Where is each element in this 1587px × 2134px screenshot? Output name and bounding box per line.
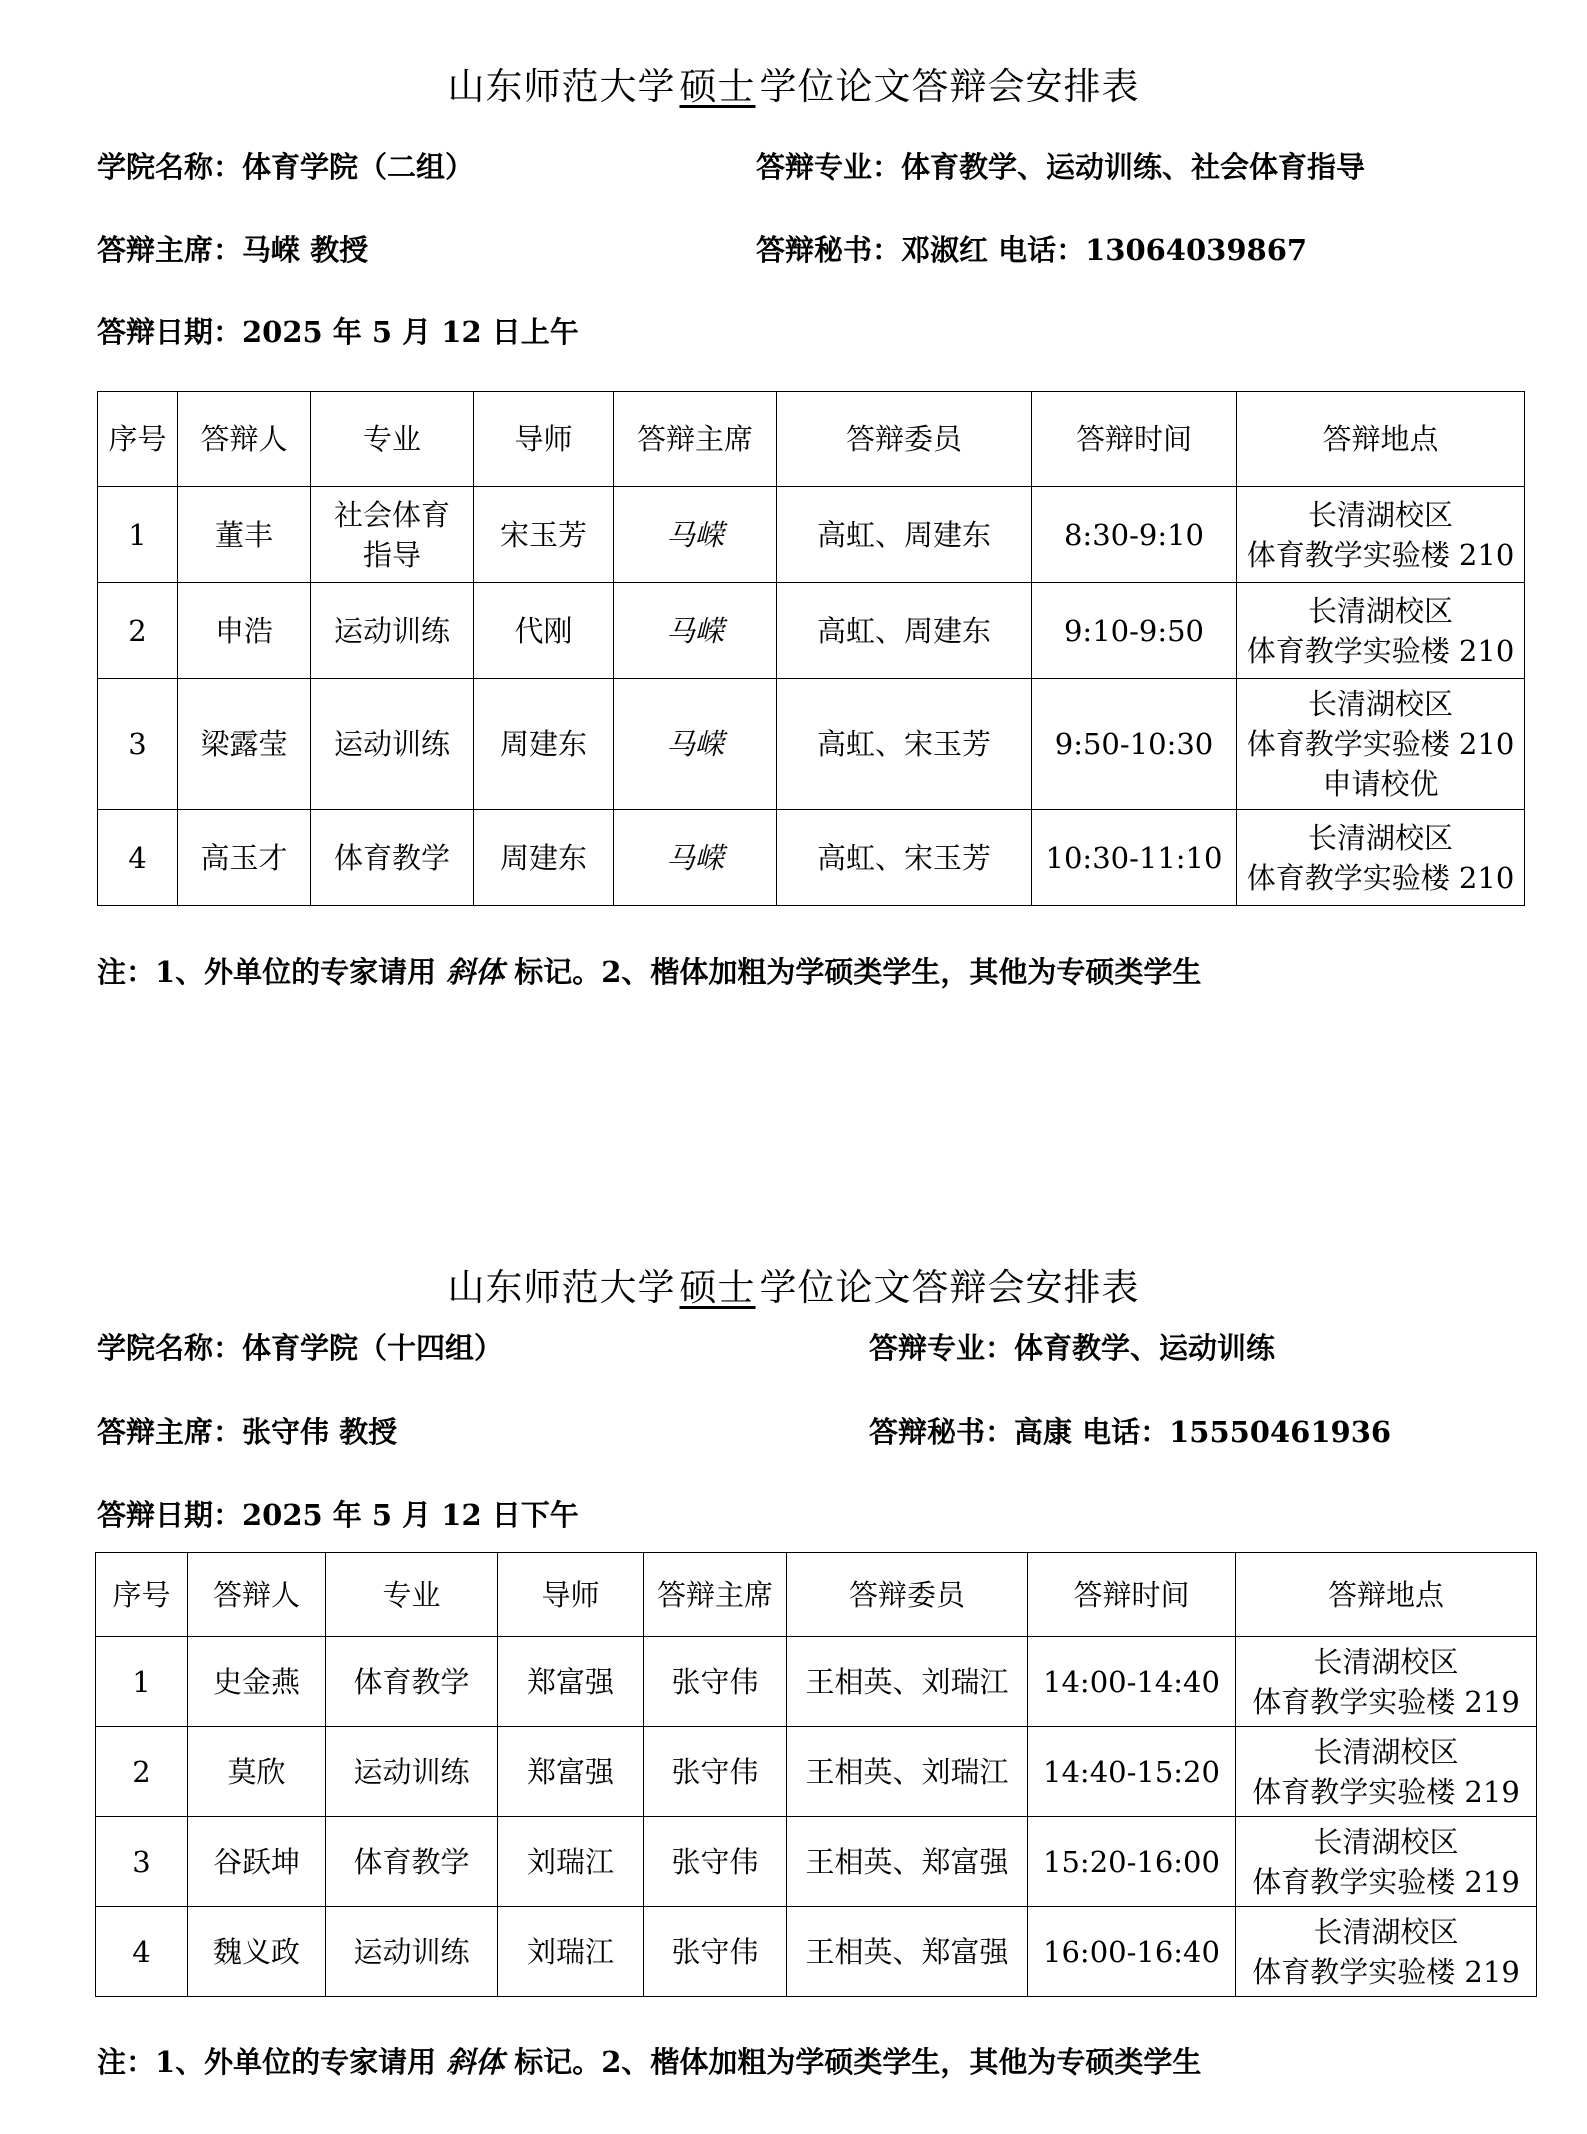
- header-chair: 答辩主席: [644, 1553, 787, 1637]
- footnote: [97, 2040, 1201, 2081]
- title-degree: 硕士: [679, 1266, 756, 1309]
- defense-secretary: 答辩秘书：邓淑红 电话：13064039867: [756, 233, 1308, 267]
- table-row: [96, 1727, 1537, 1817]
- cell-location: [1236, 1637, 1537, 1727]
- cell-advisor: 周建东: [474, 810, 614, 906]
- cell-student: 魏义政: [188, 1907, 326, 1997]
- header-advisor: 导师: [498, 1553, 644, 1637]
- cell-no: 1: [96, 1637, 188, 1727]
- defense-date: 答辩日期：2025 年 5 月 12 日下午: [97, 1498, 579, 1532]
- table-header-row: [98, 392, 1525, 487]
- cell-major: 运动训练: [311, 583, 474, 679]
- title-prefix: 山东师范大学: [447, 1266, 676, 1309]
- table-row: [96, 1817, 1537, 1907]
- table-row: [98, 487, 1525, 583]
- defense-major: 答辩专业：体育教学、运动训练、社会体育指导: [756, 150, 1366, 184]
- cell-student: 莫欣: [188, 1727, 326, 1817]
- table-row: [96, 1907, 1537, 1997]
- cell-student: 史金燕: [188, 1637, 326, 1727]
- title-suffix: 学位论文答辩会安排表: [759, 1266, 1140, 1309]
- location-line-2: 体育教学实验楼 210: [1246, 537, 1515, 572]
- cell-no: 4: [98, 810, 178, 906]
- cell-committee: 高虹、宋玉芳: [777, 810, 1032, 906]
- header-committee: 答辩委员: [777, 392, 1032, 487]
- cell-student: 梁露莹: [178, 679, 311, 810]
- location-line-2: 体育教学实验楼 219: [1252, 1864, 1520, 1899]
- cell-committee: 王相英、郑富强: [787, 1817, 1028, 1907]
- defense-chair: 答辩主席：马嵘 教授: [97, 233, 369, 267]
- location-line-2: 体育教学实验楼 219: [1252, 1954, 1520, 1989]
- cell-no: 1: [98, 487, 178, 583]
- cell-chair: 张守伟: [644, 1637, 787, 1727]
- title-prefix: 山东师范大学: [447, 65, 676, 108]
- schedule-table: [97, 391, 1525, 906]
- cell-student: 高玉才: [178, 810, 311, 906]
- cell-student: 申浩: [178, 583, 311, 679]
- cell-major: 体育教学: [311, 810, 474, 906]
- cell-committee: 王相英、刘瑞江: [787, 1637, 1028, 1727]
- cell-time: 14:00-14:40: [1028, 1637, 1236, 1727]
- cell-advisor: 代刚: [474, 583, 614, 679]
- defense-date: 答辩日期：2025 年 5 月 12 日上午: [97, 315, 579, 349]
- location-line-1: 长清湖校区: [1307, 497, 1453, 532]
- cell-student: 谷跃坤: [188, 1817, 326, 1907]
- cell-committee: 王相英、刘瑞江: [787, 1727, 1028, 1817]
- cell-chair: 马嵘: [614, 679, 777, 810]
- cell-chair: 马嵘: [614, 810, 777, 906]
- header-location: 答辩地点: [1237, 392, 1525, 487]
- location-line-2: 体育教学实验楼 210: [1246, 633, 1515, 668]
- cell-advisor: 郑富强: [498, 1727, 644, 1817]
- cell-location: [1237, 487, 1525, 583]
- page-title: [0, 1257, 1587, 1311]
- header-no: 序号: [98, 392, 178, 487]
- cell-chair: 马嵘: [614, 487, 777, 583]
- location-line-2: 体育教学实验楼 219: [1252, 1684, 1520, 1719]
- header-time: 答辩时间: [1032, 392, 1237, 487]
- cell-advisor: 刘瑞江: [498, 1907, 644, 1997]
- page-title: [0, 56, 1587, 110]
- header-committee: 答辩委员: [787, 1553, 1028, 1637]
- cell-major: 运动训练: [311, 679, 474, 810]
- title-degree: 硕士: [679, 65, 756, 108]
- note-prefix: 注：1、外单位的专家请用: [97, 955, 437, 989]
- header-major: 专业: [311, 392, 474, 487]
- location-line-1: 长清湖校区: [1307, 687, 1453, 721]
- cell-location: [1237, 810, 1525, 906]
- location-line-1: 长清湖校区: [1307, 820, 1453, 855]
- note-italic-sample: 斜体: [446, 955, 505, 989]
- defense-secretary: 答辩秘书：高康 电话：15550461936: [869, 1415, 1392, 1449]
- cell-advisor: 郑富强: [498, 1637, 644, 1727]
- defense-major: 答辩专业：体育教学、运动训练: [869, 1331, 1276, 1365]
- cell-time: 9:10-9:50: [1032, 583, 1237, 679]
- cell-location: [1237, 679, 1525, 810]
- cell-time: 14:40-15:20: [1028, 1727, 1236, 1817]
- cell-chair: 张守伟: [644, 1817, 787, 1907]
- cell-chair: 张守伟: [644, 1727, 787, 1817]
- table-row: [96, 1637, 1537, 1727]
- cell-time: 16:00-16:40: [1028, 1907, 1236, 1997]
- cell-location: [1237, 583, 1525, 679]
- cell-committee: 王相英、郑富强: [787, 1907, 1028, 1997]
- cell-no: 3: [98, 679, 178, 810]
- cell-committee: 高虹、宋玉芳: [777, 679, 1032, 810]
- cell-major: 体育教学: [326, 1817, 498, 1907]
- cell-no: 2: [96, 1727, 188, 1817]
- footnote: [97, 950, 1201, 991]
- header-no: 序号: [96, 1553, 188, 1637]
- cell-major: 运动训练: [326, 1907, 498, 1997]
- header-time: 答辩时间: [1028, 1553, 1236, 1637]
- cell-advisor: 刘瑞江: [498, 1817, 644, 1907]
- header-chair: 答辩主席: [614, 392, 777, 487]
- cell-location: [1236, 1727, 1537, 1817]
- cell-advisor: 宋玉芳: [474, 487, 614, 583]
- location-line-1: 长清湖校区: [1313, 1644, 1459, 1679]
- cell-chair: 马嵘: [614, 583, 777, 679]
- location-line-1: 长清湖校区: [1313, 1824, 1459, 1859]
- location-line-1: 长清湖校区: [1313, 1734, 1459, 1769]
- header-student: 答辩人: [188, 1553, 326, 1637]
- header-location: 答辩地点: [1236, 1553, 1537, 1637]
- header-major: 专业: [326, 1553, 498, 1637]
- note-prefix: 注：1、外单位的专家请用: [97, 2045, 437, 2079]
- cell-major: 体育教学: [326, 1637, 498, 1727]
- table-header-row: [96, 1553, 1537, 1637]
- cell-time: 15:20-16:00: [1028, 1817, 1236, 1907]
- location-line-2: 体育教学实验楼 219: [1252, 1774, 1520, 1809]
- header-student: 答辩人: [178, 392, 311, 487]
- cell-advisor: 周建东: [474, 679, 614, 810]
- table-row: [98, 810, 1525, 906]
- table-row: [98, 583, 1525, 679]
- location-line-3: 申请校优: [1322, 767, 1439, 801]
- cell-location: [1236, 1907, 1537, 1997]
- location-line-1: 长清湖校区: [1313, 1914, 1459, 1949]
- college-name: 学院名称：体育学院（二组）: [97, 150, 475, 184]
- cell-location: [1236, 1817, 1537, 1907]
- cell-committee: 高虹、周建东: [777, 583, 1032, 679]
- note-suffix: 标记。2、楷体加粗为学硕类学生，其他为专硕类学生: [514, 955, 1202, 989]
- location-line-2: 体育教学实验楼 210: [1246, 860, 1515, 895]
- cell-time: 10:30-11:10: [1032, 810, 1237, 906]
- cell-major: 运动训练: [326, 1727, 498, 1817]
- location-line-1: 长清湖校区: [1307, 593, 1453, 628]
- location-line-2: 体育教学实验楼 210: [1246, 727, 1515, 761]
- cell-time: 9:50-10:30: [1032, 679, 1237, 810]
- schedule-table: [95, 1552, 1537, 1997]
- note-suffix: 标记。2、楷体加粗为学硕类学生，其他为专硕类学生: [514, 2045, 1202, 2079]
- cell-no: 3: [96, 1817, 188, 1907]
- cell-major: [311, 487, 474, 583]
- cell-student: 董丰: [178, 487, 311, 583]
- cell-chair: 张守伟: [644, 1907, 787, 1997]
- note-italic-sample: 斜体: [446, 2045, 505, 2079]
- cell-committee: 高虹、周建东: [777, 487, 1032, 583]
- cell-no: 4: [96, 1907, 188, 1997]
- defense-chair: 答辩主席：张守伟 教授: [97, 1415, 398, 1449]
- header-advisor: 导师: [474, 392, 614, 487]
- table-row: [98, 679, 1525, 810]
- cell-time: 8:30-9:10: [1032, 487, 1237, 583]
- cell-no: 2: [98, 583, 178, 679]
- major-line-2: 指导: [362, 537, 421, 572]
- title-suffix: 学位论文答辩会安排表: [759, 65, 1140, 108]
- college-name: 学院名称：体育学院（十四组）: [97, 1331, 504, 1365]
- major-line-1: 社会体育: [333, 497, 450, 532]
